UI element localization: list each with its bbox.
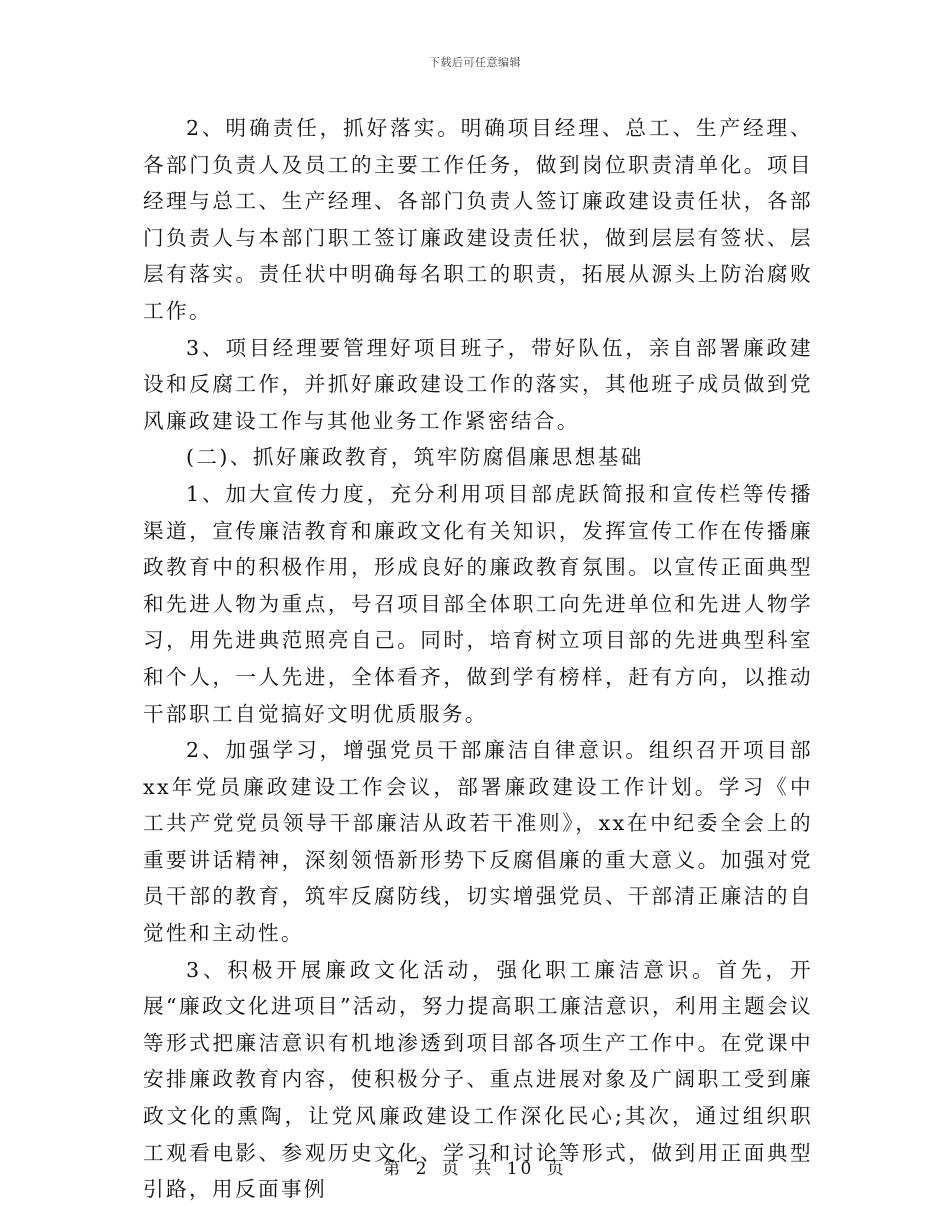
paragraph-culture-activities: 3、积极开展廉政文化活动，强化职工廉洁意识。首先，开展“廉政文化进项目”活动，努力提高职工廉洁意识，利用主题会议等形式把廉洁意识有机地渗透到项目部各项生产工作中。在党课中安排廉政教育内容，使积极分子、重点进展对象及广阔职工受到廉政文化的熏陶，让党风廉政建设工作深化民心;其次，通过组织职工观看电影、参观历史文化、学习和讨论等形式，做到用正面典型引路，用反面事例 (143, 957, 813, 1202)
paragraph-project-manager: 3、项目经理要管理好项目班子，带好队伍，亲自部署廉政建设和反腐工作，并抓好廉政建设工作的落实，其他班子成员做到党风廉政建设工作与其他业务工作紧密结合。 (143, 335, 813, 433)
paragraph-responsibility: 2、明确责任，抓好落实。明确项目经理、总工、生产经理、各部门负责人及员工的主要工作任务，做到岗位职责清单化。项目经理与总工、生产经理、各部门负责人签订廉政建设责任状，各部门负责人与本部门职工签订廉政建设责任状，做到层层有签状、层层有落实。责任状中明确每名职工的职责，拓展从源头上防治腐败工作。 (143, 116, 813, 323)
paragraph-publicity: 1、加大宣传力度，充分利用项目部虎跃简报和宣传栏等传播渠道，宣传廉洁教育和廉政文化有关知识，发挥宣传工作在传播廉政教育中的积极作用，形成良好的廉政教育氛围。以宣传正面典型和先进人物为重点，号召项目部全体职工向先进单位和先进人物学习，用先进典范照亮自己。同时，培育树立项目部的先进典型科室和个人，一人先进，全体看齐，做到学有榜样，赶有方向，以推动干部职工自觉搞好文明优质服务。 (143, 481, 813, 726)
section-heading-education: (二)、抓好廉政教育，筑牢防腐倡廉思想基础 (186, 445, 644, 470)
document-body (143, 110, 813, 1208)
paragraph-study: 2、加强学习，增强党员干部廉洁自律意识。组织召开项目部xx年党员廉政建设工作会议，部署廉政建设工作计划。学习《中工共产党党员领导干部廉洁从政若干准则》，xx在中纪委全会上的重要讲话精神，深刻领悟新形势下反腐倡廉的重大意义。加强对党员干部的教育，筑牢反腐防线，切实增强党员、干部清正廉洁的自觉性和主动性。 (143, 738, 813, 946)
page-header-note: 下载后可任意编辑 (429, 56, 521, 69)
page-number-footer: 第 2 页 共 10 页 (383, 1159, 567, 1179)
